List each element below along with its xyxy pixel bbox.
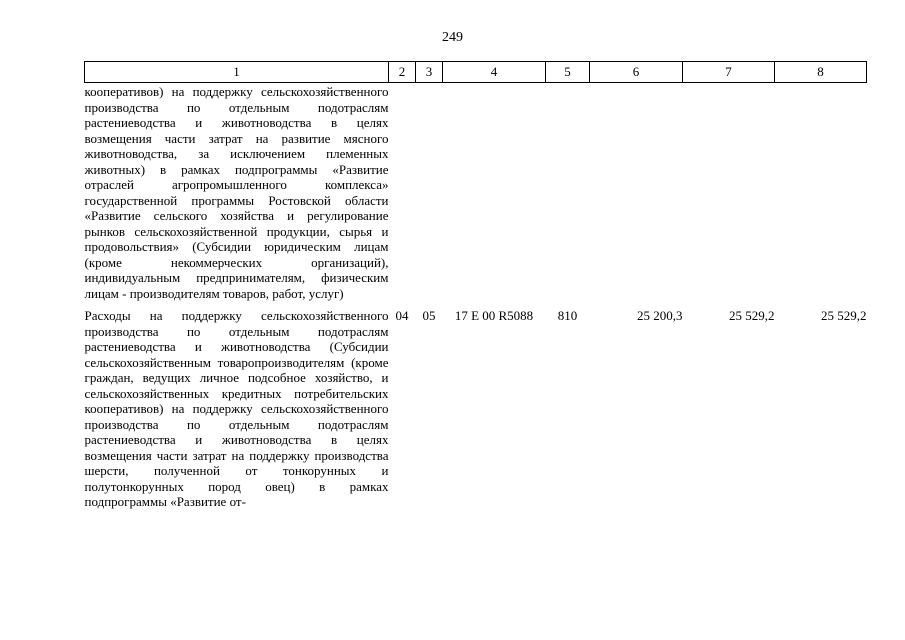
column-header-4: 4 (443, 62, 546, 83)
table-row (85, 83, 867, 308)
column-header-1: 1 (85, 62, 389, 83)
row-description: кооперативов) на поддержку сельскохозяйственного производства по отдельным подотраслям растениеводства и животноводства в целях возмещения части затрат на развитие мясного животноводства, за исключением племенных животных) в рамках подпрограммы «Развитие отраслей агропромышленного комплекса» государственной программы Ростовской области «Развитие сельского хозяйства и регулирование рынков сельскохозяйственной продукции, сырья и продовольствия» (Субсидии юридическим лицам (кроме некоммерческих организаций), индивидуальным предпринимателям, физическим лицам - производителям товаров, работ, услуг) (84, 84, 389, 301)
table-row (85, 307, 867, 510)
row-description: Расходы на поддержку сельскохозяйственного производства по отдельным подотраслям растениеводства и животноводства (Субсидии сельскохозяйственным товаропроизводителям (кроме граждан, ведущих личное подсобное хозяйство, и сельскохозяйственных кредитных потребительских кооперативов) на поддержку сельскохозяйственного производства по отдельным подотраслям растениеводства и животноводства в целях возмещения части затрат на поддержку производства шерсти, полученной от тонкорунных и полутонкорунных пород овец) в рамках подпрограммы «Развитие от- (84, 308, 389, 509)
budget-table (84, 61, 867, 510)
column-header-7: 7 (683, 62, 775, 83)
column-header-3: 3 (416, 62, 443, 83)
row-amount-3 (775, 83, 867, 308)
row-target-article: 17 Е 00 R5088 (454, 308, 534, 323)
row-expense-type: 810 (557, 308, 578, 323)
row-amount-1 (590, 83, 683, 308)
row-section-code: 04 (395, 308, 409, 323)
column-header-6: 6 (590, 62, 683, 83)
row-amount-1: 25 200,3 (637, 308, 683, 323)
column-header-2: 2 (389, 62, 416, 83)
column-header-8: 8 (775, 62, 867, 83)
row-section-code (389, 83, 416, 308)
row-subsection-code (416, 83, 443, 308)
row-amount-2: 25 529,2 (729, 308, 775, 323)
row-target-article (443, 83, 546, 308)
row-subsection-code: 05 (422, 308, 436, 323)
page-number: 249 (442, 30, 463, 45)
column-header-5: 5 (546, 62, 590, 83)
table-header-row (85, 62, 867, 83)
row-expense-type (546, 83, 590, 308)
row-amount-3: 25 529,2 (821, 308, 867, 323)
row-amount-2 (683, 83, 775, 308)
